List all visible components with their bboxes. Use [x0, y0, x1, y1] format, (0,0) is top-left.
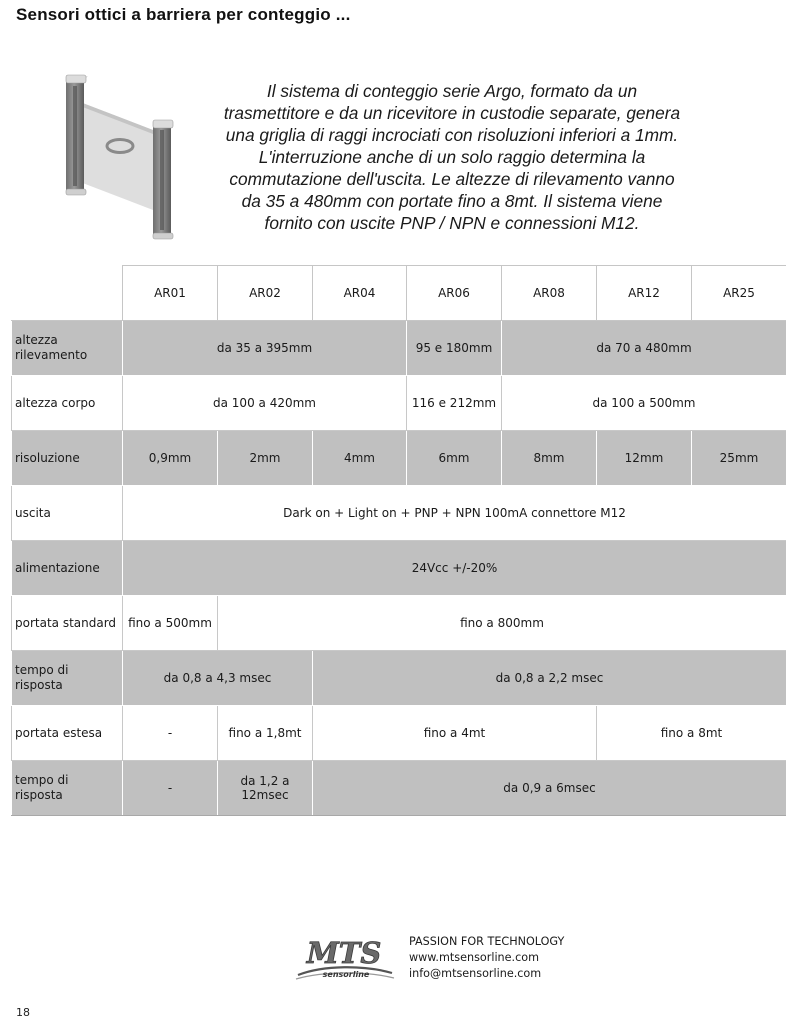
column-header: AR08 — [502, 266, 597, 321]
row-label: portata estesa — [12, 706, 123, 761]
table-cell: fino a 8mt — [597, 706, 786, 761]
table-cell: 24Vcc +/-20% — [123, 541, 786, 596]
column-header: AR01 — [123, 266, 218, 321]
intro-line: una griglia di raggi incrociati con risoluzioni inferiori a 1mm. — [225, 125, 679, 145]
logo-text: MTS — [306, 936, 382, 970]
footer-contact — [409, 934, 564, 982]
column-header: AR06 — [407, 266, 502, 321]
table-cell: fino a 4mt — [313, 706, 597, 761]
column-header: AR04 — [313, 266, 407, 321]
mts-sensorline-logo — [294, 933, 398, 983]
page-number: 18 — [16, 1006, 30, 1019]
table-row — [12, 486, 786, 541]
column-header: AR25 — [692, 266, 786, 321]
table-cell: Dark on + Light on + PNP + NPN 100mA connettore M12 — [123, 486, 786, 541]
table-row — [12, 761, 786, 816]
table-cell: - — [123, 706, 218, 761]
table-cell: 0,9mm — [123, 431, 218, 486]
table-header-row — [12, 266, 786, 321]
intro-paragraph — [212, 80, 692, 234]
table-cell: 6mm — [407, 431, 502, 486]
table-cell: 25mm — [692, 431, 786, 486]
table-cell: - — [123, 761, 218, 816]
row-label: altezza rilevamento — [12, 321, 123, 376]
table-cell: 95 e 180mm — [407, 321, 502, 376]
table-cell: fino a 800mm — [218, 596, 786, 651]
table-cell: 12mm — [597, 431, 692, 486]
table-cell: 2mm — [218, 431, 313, 486]
row-label: altezza corpo — [12, 376, 123, 431]
table-row — [12, 321, 786, 376]
page-title: Sensori ottici a barriera per conteggio ... — [16, 5, 351, 24]
intro-line: Il sistema di conteggio serie Argo, formato da un — [266, 81, 638, 101]
row-label: alimentazione — [12, 541, 123, 596]
table-cell: da 100 a 500mm — [502, 376, 786, 431]
table-cell: fino a 1,8mt — [218, 706, 313, 761]
table-cell: da 0,8 a 2,2 msec — [313, 651, 786, 706]
table-cell: da 1,2 a 12msec — [218, 761, 313, 816]
table-cell: da 0,8 a 4,3 msec — [123, 651, 313, 706]
column-header: AR12 — [597, 266, 692, 321]
table-row — [12, 596, 786, 651]
footer-tagline: PASSION FOR TECHNOLOGY — [409, 935, 565, 948]
footer-website-link[interactable]: www.mtsensorline.com — [409, 951, 539, 964]
table-row — [12, 706, 786, 761]
barrier-sensor-image — [58, 72, 190, 244]
table-cell: da 0,9 a 6msec — [313, 761, 786, 816]
specifications-table — [11, 265, 786, 816]
table-row — [12, 541, 786, 596]
intro-line: commutazione dell'uscita. Le altezze di rilevamento vanno — [229, 169, 675, 189]
footer-email-link[interactable]: info@mtsensorline.com — [409, 967, 542, 980]
logo-subtext: sensorline — [322, 970, 370, 979]
header-corner — [12, 266, 123, 321]
table-cell: da 35 a 395mm — [123, 321, 407, 376]
column-header: AR02 — [218, 266, 313, 321]
row-label: tempo di risposta — [12, 651, 123, 706]
table-cell: fino a 500mm — [123, 596, 218, 651]
table-cell: 4mm — [313, 431, 407, 486]
row-label: portata standard — [12, 596, 123, 651]
table-cell: da 100 a 420mm — [123, 376, 407, 431]
table-row — [12, 651, 786, 706]
table-cell: da 70 a 480mm — [502, 321, 786, 376]
table-row — [12, 376, 786, 431]
table-cell: 8mm — [502, 431, 597, 486]
table-cell: 116 e 212mm — [407, 376, 502, 431]
table-row — [12, 431, 786, 486]
intro-line: da 35 a 480mm con portate fino a 8mt. Il sistema viene — [241, 191, 663, 211]
intro-line: L'interruzione anche di un solo raggio determina la — [258, 147, 646, 167]
row-label: uscita — [12, 486, 123, 541]
row-label: risoluzione — [12, 431, 123, 486]
intro-line: trasmettitore e da un ricevitore in custodie separate, genera — [223, 103, 681, 123]
row-label: tempo di risposta — [12, 761, 123, 816]
intro-line: fornito con uscite PNP / NPN e connessioni M12. — [264, 213, 640, 233]
